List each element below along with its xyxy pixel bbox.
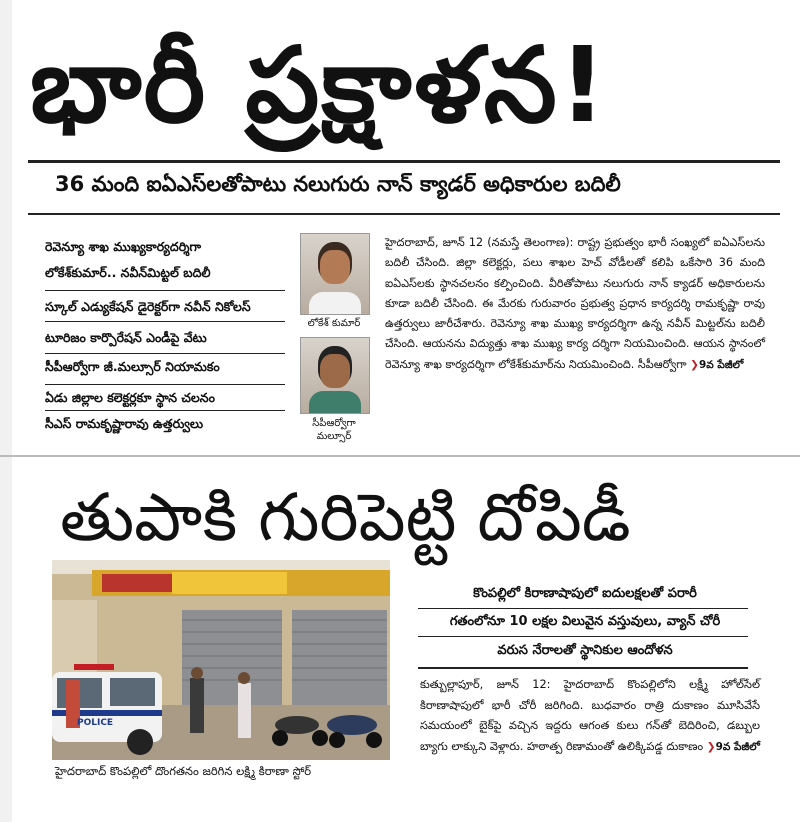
story2-subline: వరుస నేరాలతో స్థానికుల ఆందోళన (497, 643, 673, 658)
bullet-item: ఏడు జిల్లాల కలెక్టర్లకూ స్థాన చలనం (45, 390, 215, 405)
shop-crime-scene-photo (52, 560, 390, 760)
scene-illustration (52, 560, 390, 760)
bullet-divider (45, 290, 285, 291)
story-separator (0, 455, 800, 457)
story2-jump-label: 9వ పేజీలో (715, 740, 760, 753)
police-vehicle-label: POLICE (77, 718, 114, 728)
story2-body (420, 675, 760, 757)
bullet-divider (45, 321, 285, 322)
story1-jump (690, 359, 743, 371)
jump-arrow-icon: ❯ (706, 740, 716, 753)
jump-arrow-icon: ❯ (690, 358, 699, 371)
story1-body (385, 233, 765, 375)
bullet-item: టూరిజం కార్పొరేషన్ ఎండీపై వేటు (45, 330, 207, 345)
portrait-caption-malsur-line1: సీపీఆర్వోగా (312, 418, 356, 429)
portrait-caption-lokesh: లోకేశ్ కుమార్ (307, 318, 361, 329)
story1-jump-label: 9వ పేజీలో (698, 358, 744, 371)
shop-photo-caption: హైదరాబాద్ కొంపల్లిలో దొంగతనం జరిగిన లక్ష్మి కిరాణా స్టోర్ (55, 764, 312, 778)
story2-sub-divider (418, 608, 748, 609)
bullet-item: స్కూల్ ఎడ్యుకేషన్ డైరెక్టర్‌గా నవీన్ నికోలస్ (45, 299, 251, 314)
portrait-photo-malsur (300, 337, 370, 414)
story2-subline: కొంపల్లిలో కిరాణాషాపులో ఐదులక్షలతో పరారీ (473, 586, 697, 601)
page-margin-strip (0, 0, 12, 822)
bullet-item: లోకేశ్‌కుమార్.. నవీన్‌మిట్టల్ బదిలీ (45, 265, 211, 280)
story2-sub-divider (418, 636, 748, 637)
portrait-photo-lokesh (300, 233, 370, 315)
bullet-item: సీపీఆర్వోగా జీ.మల్సూర్ నియామకం (45, 359, 220, 374)
story1-sub-rule (28, 213, 780, 215)
bullet-divider (45, 410, 285, 411)
story2-sub-divider (418, 667, 748, 669)
story1-headline: భారీ ప్రక్షాళన! (30, 24, 609, 146)
story1-top-rule (28, 160, 780, 163)
portrait-caption-malsur-line2: మల్సూర్ (316, 431, 352, 442)
bullet-divider (45, 353, 285, 354)
story1-subheadline: 36 మంది ఐఏఎస్‌లతోపాటు నలుగురు నాన్ క్యాడర్ అధికారుల బదిలీ (55, 172, 621, 196)
bullet-item: రెవెన్యూ శాఖ ముఖ్యకార్యదర్శిగా (45, 239, 201, 254)
bullet-item: సీఎస్ రామకృష్ణారావు ఉత్తర్వులు (45, 416, 204, 431)
story2-jump (707, 741, 760, 753)
story2-body-text: కుత్బుల్లాపూర్, జూన్ 12: హైదరాబాద్ కొంపల్లిలోని లక్ష్మీ హోల్‌సేల్ కిరాణాషాపులో భారీ చోరీ జరిగింది. బుధవారం రాత్రి దుకాణం మూసివేసే సమయంలో బైక్‌పై వచ్చిన ఇద్దరు ఆగంత కులు గన్‌తో బెదిరించి, డబ్బుల బ్యాగు లాక్కుని వెళ్లారు. హఠాత్ప రిణామంతో ఉలిక్కిపడ్డ దుకాణం (420, 678, 760, 753)
story2-subline: గతంలోనూ 10 లక్షల విలువైన వస్తువులు, వ్యాన్ చోరీ (449, 614, 721, 629)
bullet-divider (45, 384, 285, 385)
story1-body-text: హైదరాబాద్, జూన్ 12 (నమస్తే తెలంగాణ): రాష్ట్ర ప్రభుత్వం భారీ సంఖ్యలో ఐఏఎస్‌లను బదిలీ చేసింది. జిల్లా కలెక్టర్లు, పలు శాఖల హెచ్ వోడీలతో కలిపి ఒకేసారి 36 మంది ఐఏఎస్‌లకు స్థానచలనం కల్పించింది. వీరితోపాటు నలుగురు నాన్ క్యాడర్ అధికారులను కూడా బదిలీ చేసింది. ఈ మేరకు గురువారం ప్రభుత్వ ప్రధాన కార్యదర్శి రామకృష్ణా రావు ఉత్తర్వులు జారీచేశారు. రెవెన్యూ శాఖ ముఖ్య కార్యదర్శిగా ఉన్న నవీన్ మిట్టల్‌ను బదిలీ చేసింది. ఆయనను విద్యుత్తు శాఖ ముఖ్య కార్య దర్శిగా నియమించింది. ఆయన స్థానంలో రెవెన్యూ శాఖ కార్యదర్శిగా లోకేశ్‌కుమార్‌ను నియమించింది. సీపీఆర్వోగా (385, 236, 765, 371)
story2-headline: తుపాకి గురిపెట్టి దోపిడీ (60, 479, 631, 556)
